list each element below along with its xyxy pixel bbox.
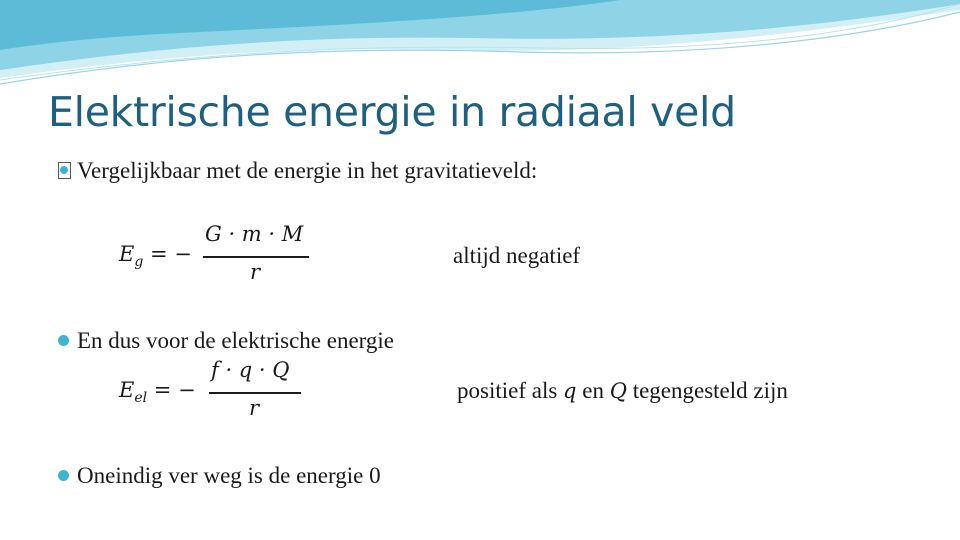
bullet-1-text: Vergelijkbaar met de energie in het gravitatieveld: <box>77 158 538 183</box>
formula-el-subscript: el <box>134 390 148 406</box>
bullet-dot-icon <box>58 335 69 346</box>
bullet-item-2 <box>58 328 394 354</box>
formula-el-denominator: r <box>249 396 260 420</box>
note-el-var-q: q <box>563 379 577 403</box>
note-el-part1: positief als <box>457 378 564 403</box>
formula-el-symbol: E <box>119 378 135 402</box>
note-el-part3: tegengesteld zijn <box>626 378 788 403</box>
header-wave-decoration <box>0 0 960 100</box>
formula-el-numerator: f · q · Q <box>211 358 290 382</box>
note-always-negative: altijd negatief <box>453 243 581 268</box>
formula-g-denominator: r <box>250 260 261 284</box>
formula-g-symbol: E <box>119 242 135 266</box>
formula-g-fraction-bar <box>203 256 309 258</box>
bullet-dot-icon <box>58 470 69 481</box>
formula-el-fraction-bar <box>209 392 301 394</box>
bullet-item-3 <box>58 463 381 489</box>
bullet-3-text: Oneindig ver weg is de energie 0 <box>77 463 381 488</box>
bullet-box-icon <box>58 162 71 179</box>
formula-el-lhs <box>119 378 196 406</box>
formula-g-lhs <box>119 242 192 270</box>
note-el-var-Q: Q <box>609 379 627 403</box>
bullet-2-text: En dus voor de elektrische energie <box>77 328 394 353</box>
formula-g-numerator: G · m · M <box>205 222 304 246</box>
formula-el-equals: = − <box>153 378 196 402</box>
bullet-item-1 <box>58 158 537 184</box>
formula-g-equals: = − <box>150 242 192 266</box>
formula-g-subscript: g <box>134 254 144 270</box>
slide-title: Elektrische energie in radiaal veld <box>48 88 736 136</box>
note-el-part2: en <box>576 378 610 403</box>
note-positive-condition <box>457 378 788 404</box>
